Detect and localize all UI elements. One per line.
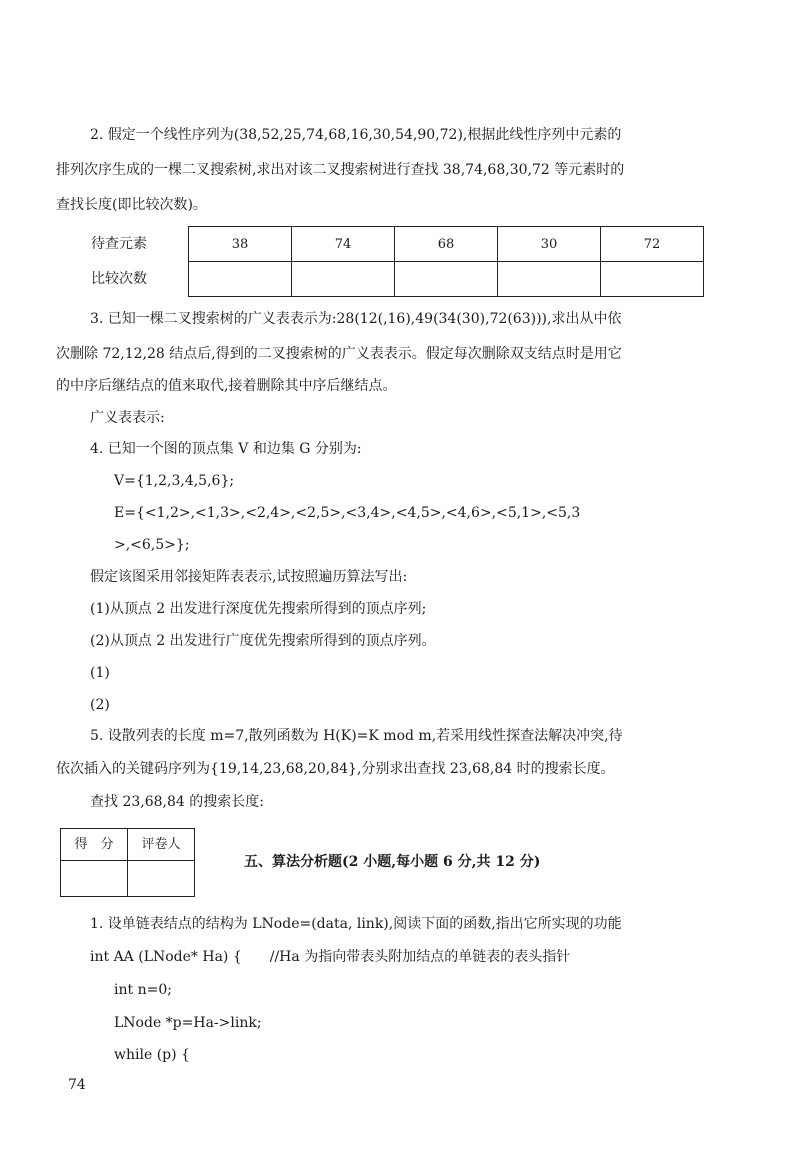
q3-line1: 3. 已知一棵二叉搜索树的广义表表示为:28(12(,16),49(34(30),72(63))),求出从中依 [90,311,622,327]
q2-line1: 2. 假定一个线性序列为(38,52,25,74,68,16,30,54,90,72),根据此线性序列中元素的 [90,127,622,143]
q4-line6: (1)从顶点 2 出发进行深度优先搜索所得到的顶点序列; [90,601,427,617]
q5-line1: 5. 设散列表的长度 m=7,散列函数为 H(K)=K mod m,若采用线性探查法解决冲突,待 [90,728,623,744]
grader-cell[interactable] [128,861,195,897]
q4-line4: >,<6,5>}; [114,537,190,553]
q4-line5: 假定该图采用邻接矩阵表表示,试按照遍历算法写出: [90,569,408,585]
table-cell: 38 [189,227,292,262]
q4-line7: (2)从顶点 2 出发进行广度优先搜索所得到的顶点序列。 [90,633,436,649]
score-label: 得 分 [61,829,128,861]
table-cell: 30 [498,227,601,262]
q2-line3: 查找长度(即比较次数)。 [56,197,207,213]
q2-answer-table [90,226,704,297]
q3-line2: 次删除 72,12,28 结点后,得到的二叉搜索树的广义表表示。假定每次删除双支结点时是用它 [56,346,622,362]
q3-answer-label: 广义表表示: [90,410,165,426]
answer-cell[interactable] [189,262,292,297]
score-box [60,828,195,897]
table-cell: 68 [395,227,498,262]
table-cell: 72 [601,227,704,262]
q4-line3: E={<1,2>,<1,3>,<2,4>,<2,5>,<3,4>,<4,5>,<4,6>,<5,1>,<5,3 [114,505,581,521]
row-label-elements: 待查元素 [91,236,147,252]
q2-line2: 排列次序生成的一棵二叉搜索树,求出对该二叉搜索树进行查找 38,74,68,30,72 等元素时的 [56,162,625,178]
answer-cell[interactable] [395,262,498,297]
q3-line3: 的中序后继结点的值来取代,接着删除其中序后继结点。 [56,378,397,394]
code-line-4: while (p) { [114,1047,190,1063]
table-cell: 74 [292,227,395,262]
q4-line1: 4. 已知一个图的顶点集 V 和边集 G 分别为: [90,441,362,457]
q4-answer-2: (2) [90,697,110,713]
grader-label: 评卷人 [128,829,195,861]
q4-line2: V={1,2,3,4,5,6}; [114,473,235,489]
code-line-2: int n=0; [114,982,172,998]
answer-cell[interactable] [498,262,601,297]
code-line-3: LNode *p=Ha->link; [114,1015,262,1031]
q4-answer-1: (1) [90,665,110,681]
answer-cell[interactable] [601,262,704,297]
section-heading: 五、算法分析题(2 小题,每小题 6 分,共 12 分) [244,854,541,870]
row-label-comparisons: 比较次数 [91,271,147,287]
q5-line2: 依次插入的关键码序列为{19,14,23,68,20,84},分别求出查找 23,68,84 时的搜索长度。 [56,761,615,777]
page-number: 74 [68,1077,86,1093]
s5q1-line1: 1. 设单链表结点的结构为 LNode=(data, link),阅读下面的函数,指出它所实现的功能 [90,916,622,932]
code-line-1: int AA (LNode* Ha) { //Ha 为指向带表头附加结点的单链表的表头指针 [90,949,571,965]
q5-answer-label: 查找 23,68,84 的搜索长度: [90,794,264,810]
answer-cell[interactable] [292,262,395,297]
score-cell[interactable] [61,861,128,897]
